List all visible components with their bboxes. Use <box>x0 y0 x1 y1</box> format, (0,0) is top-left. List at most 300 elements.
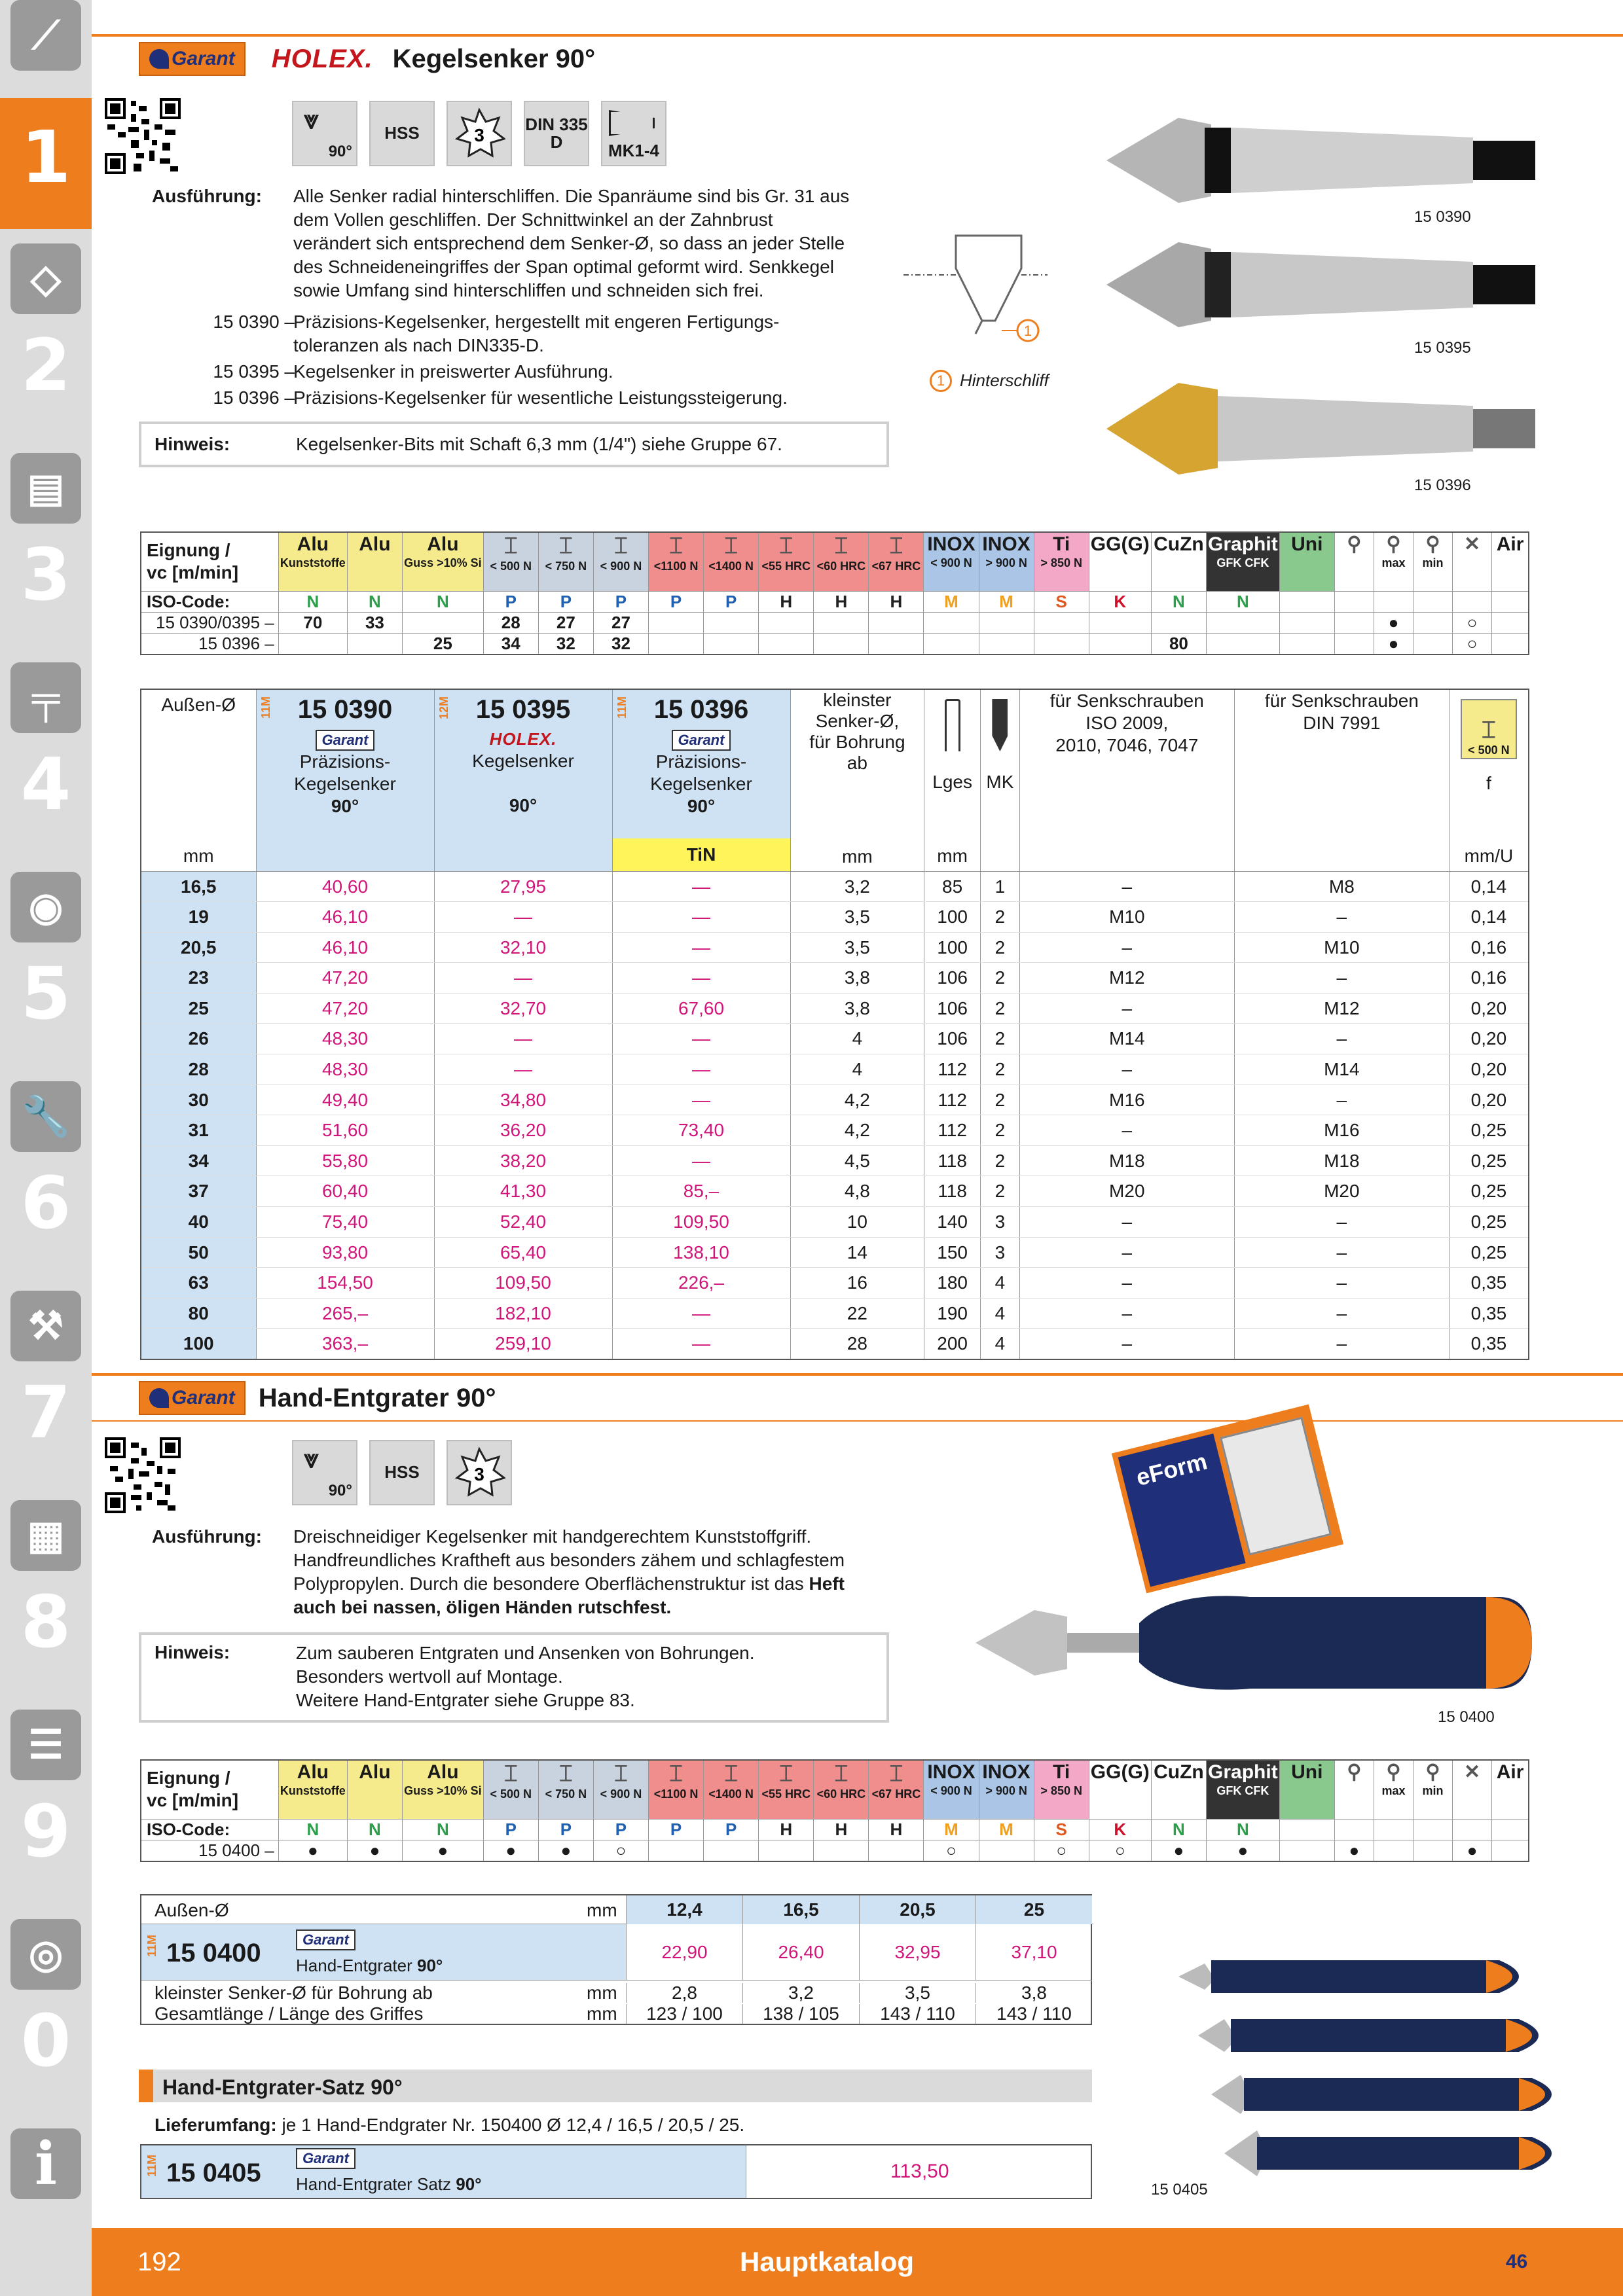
iso-code: N <box>1206 1819 1279 1840</box>
diameter-cell: 30 <box>141 1085 256 1115</box>
value-cell: 200 <box>924 1329 981 1359</box>
value-cell: 2 <box>981 932 1020 963</box>
price-cell[interactable]: — <box>612 932 790 963</box>
value-cell: 106 <box>924 963 981 994</box>
coolant-icon: ✕ <box>1464 533 1481 555</box>
product-image-150396 <box>1106 380 1539 478</box>
din-icon: DIN 335 D <box>524 101 589 166</box>
suitability-cell <box>1279 1840 1334 1861</box>
suitability-cell: ● <box>347 1840 402 1861</box>
chapter-number: 0 <box>20 1999 71 2083</box>
price-cell[interactable]: 93,80 <box>256 1237 434 1268</box>
product-image-150395 <box>1106 236 1539 334</box>
garant-logo: Garant <box>316 730 375 751</box>
material-col: CuZn <box>1151 532 1206 591</box>
value-cell: 0,25 <box>1449 1145 1529 1176</box>
saw-icon: ◉ <box>10 872 81 942</box>
chapter-number: 8 <box>20 1580 71 1664</box>
suitability-cell: 32 <box>538 633 593 655</box>
price-cell[interactable]: — <box>612 871 790 902</box>
price-cell[interactable]: 26,40 <box>742 1924 859 1980</box>
material-col: INOX < 900 N <box>924 1760 979 1819</box>
price-cell[interactable]: 67,60 <box>612 993 790 1024</box>
material-col: Graphit GFK CFK <box>1206 532 1279 591</box>
col-feed: ⌶ < 500 N f mm/U <box>1449 689 1529 871</box>
property-icons <box>292 101 672 169</box>
steel-beam-icon: ⌶ <box>614 1761 628 1786</box>
suitability-cell <box>1151 612 1206 633</box>
value-cell: 180 <box>924 1268 981 1299</box>
suitability-cell: ● <box>1453 1840 1492 1861</box>
description-line: Dreischneidiger Kegelsenker mit handgerechtem Kunststoffgriff. <box>293 1526 812 1547</box>
suitability-row <box>141 1840 1529 1861</box>
three-flute-icon <box>447 101 512 166</box>
material-col: Air <box>1492 1760 1529 1819</box>
image-caption: 15 0396 <box>1414 476 1471 494</box>
price-cell[interactable]: 138,10 <box>612 1237 790 1268</box>
caliper-icon: ╤ <box>10 662 81 733</box>
image-caption: 15 0400 <box>1438 1708 1495 1726</box>
value-cell: 22 <box>790 1298 924 1329</box>
material-col: ⌶ <55 HRC <box>759 1760 814 1819</box>
iso-code: M <box>924 1819 979 1840</box>
value-cell: – <box>1234 1024 1449 1054</box>
table-row <box>141 1115 1529 1146</box>
chapter-sidebar <box>0 0 92 2296</box>
price-cell[interactable]: 265,– <box>256 1298 434 1329</box>
price-cell[interactable]: 32,10 <box>434 932 612 963</box>
qr-code[interactable] <box>105 98 181 174</box>
price-cell[interactable]: 60,40 <box>256 1176 434 1207</box>
size-header: 25 <box>976 1895 1092 1924</box>
holex-logo: HOLEX. <box>489 729 557 749</box>
description-line: Alle Senker radial hinterschliffen. Die Spanräume sind bis Gr. 31 aus <box>293 186 850 206</box>
col-screw-din: für Senkschrauben DIN 7991 <box>1234 689 1449 871</box>
price-cell[interactable]: — <box>434 902 612 933</box>
material-col: ⚲ min <box>1413 532 1452 591</box>
value-cell: – <box>1234 1329 1449 1359</box>
price-cell[interactable]: 22,90 <box>626 1924 742 1980</box>
iso-code <box>1374 591 1413 612</box>
price-cell[interactable]: 109,50 <box>434 1268 612 1299</box>
material-col: ⌶ <1400 N <box>704 532 759 591</box>
iso-code <box>1413 1819 1452 1840</box>
price-cell[interactable]: — <box>612 1085 790 1115</box>
steel-beam-icon: ⌶ <box>614 533 628 558</box>
material-col: ⌶ <60 HRC <box>814 532 869 591</box>
suitability-cell: ○ <box>1089 1840 1151 1861</box>
material-col: ⌶ <67 HRC <box>869 1760 924 1819</box>
value-cell: – <box>1019 1115 1234 1146</box>
value-cell: 4 <box>981 1298 1020 1329</box>
suitability-cell <box>924 612 979 633</box>
suitability-cell <box>649 1840 704 1861</box>
iso-code <box>1374 1819 1413 1840</box>
value-cell: 1 <box>981 871 1020 902</box>
chapter-tab-4[interactable] <box>0 648 92 857</box>
value-cell: 190 <box>924 1298 981 1329</box>
price-cell[interactable]: 36,20 <box>434 1115 612 1146</box>
value-cell: 2 <box>981 1085 1020 1115</box>
value-cell: 0,20 <box>1449 993 1529 1024</box>
price-cell[interactable]: 75,40 <box>256 1207 434 1238</box>
image-caption: 15 0395 <box>1414 339 1471 357</box>
product-image-150390 <box>1106 111 1539 209</box>
eform-badge[interactable] <box>1112 1405 1343 1593</box>
diameter-cell: 20,5 <box>141 932 256 963</box>
value-cell: 112 <box>924 1085 981 1115</box>
chapter-tab-drill[interactable] <box>0 0 92 98</box>
price-cell[interactable]: — <box>612 1024 790 1054</box>
value-cell: 16 <box>790 1268 924 1299</box>
iso-code: N <box>1151 591 1206 612</box>
wrench-icon: 🔧 <box>10 1081 81 1152</box>
iso-code: P <box>538 591 593 612</box>
steel-beam-icon: ⌶ <box>504 533 518 558</box>
row-label: 15 0396 – <box>141 633 278 655</box>
chuck-icon: ▤ <box>10 453 81 524</box>
note-box <box>139 422 889 467</box>
iso-code: M <box>979 1819 1034 1840</box>
material-col <box>1334 532 1374 591</box>
qr-code[interactable] <box>105 1437 181 1513</box>
price-cell[interactable]: 47,20 <box>256 993 434 1024</box>
table-row <box>141 1145 1529 1176</box>
price-cell[interactable]: 32,70 <box>434 993 612 1024</box>
steel-beam-icon: ⌶ <box>669 533 683 558</box>
suitability-cell <box>979 1840 1034 1861</box>
chapter-tab-2[interactable] <box>0 229 92 439</box>
chapter-tab-info[interactable] <box>0 2114 92 2225</box>
value-cell: 0,25 <box>1449 1176 1529 1207</box>
material-col: Ti > 850 N <box>1034 532 1089 591</box>
iso-code <box>1334 1819 1374 1840</box>
material-col: ⌶ < 500 N <box>483 1760 538 1819</box>
value-cell: 2 <box>981 1054 1020 1085</box>
iso-code <box>1492 1819 1529 1840</box>
price-cell[interactable]: 226,– <box>612 1268 790 1299</box>
value-cell: – <box>1234 1085 1449 1115</box>
diameter-cell: 37 <box>141 1176 256 1207</box>
coolant-icon: ⚲ <box>1347 1761 1362 1783</box>
row-label: 15 0390/0395 – <box>141 612 278 633</box>
value-cell: 3,2 <box>742 1983 859 2003</box>
suitability-cell <box>1206 612 1279 633</box>
col-outer-diameter: Außen-Ø mm <box>141 689 256 871</box>
price-cell[interactable]: 73,40 <box>612 1115 790 1146</box>
table-row <box>141 871 1529 902</box>
value-cell: – <box>1234 1237 1449 1268</box>
coolant-icon: ⚲ <box>1425 1761 1440 1783</box>
product-image-150400 <box>976 1584 1545 1702</box>
table-row <box>141 963 1529 994</box>
diameter-cell: 25 <box>141 993 256 1024</box>
steel-feed-icon: ⌶ < 500 N <box>1461 699 1517 759</box>
catalog-page-ref: 46 <box>1506 2251 1528 2272</box>
steel-beam-icon: ⌶ <box>724 533 738 558</box>
chapter-tab-5[interactable] <box>0 857 92 1067</box>
value-cell: 0,20 <box>1449 1085 1529 1115</box>
price-cell[interactable]: 37,10 <box>976 1924 1092 1980</box>
section-divider <box>92 1373 1623 1376</box>
iso-code: N <box>1151 1819 1206 1840</box>
chapter-tab-9[interactable] <box>0 1695 92 1905</box>
suitability-cell <box>1279 612 1334 633</box>
price-cell[interactable]: 49,40 <box>256 1085 434 1115</box>
price-cell[interactable]: 154,50 <box>256 1268 434 1299</box>
chapter-tab-7[interactable] <box>0 1276 92 1486</box>
value-cell: 100 <box>924 932 981 963</box>
iso-code: N <box>347 1819 402 1840</box>
value-cell: – <box>1019 1207 1234 1238</box>
hss-icon: HSS <box>369 101 435 166</box>
value-cell: 3,5 <box>859 1983 976 2003</box>
price-cell[interactable]: 48,30 <box>256 1054 434 1085</box>
price-cell[interactable]: — <box>434 1054 612 1085</box>
note-text: Weitere Hand-Entgrater siehe Gruppe 83. <box>296 1690 635 1710</box>
price-cell[interactable]: — <box>612 963 790 994</box>
suitability-cell <box>814 1840 869 1861</box>
value-cell: – <box>1234 902 1449 933</box>
price-cell[interactable]: 65,40 <box>434 1237 612 1268</box>
suitability-cell <box>814 633 869 655</box>
col-product-0[interactable]: 11M 15 0390 Garant Präzisions- Kegelsenker 90° <box>256 689 434 871</box>
price-cell[interactable]: 51,60 <box>256 1115 434 1146</box>
steel-beam-icon: ⌶ <box>559 1761 573 1786</box>
price-cell[interactable]: — <box>612 1054 790 1085</box>
value-cell: 3 <box>981 1237 1020 1268</box>
price-cell[interactable]: — <box>612 1329 790 1359</box>
material-col: ⚲ min <box>1413 1760 1452 1819</box>
insert-icon: ◇ <box>10 243 81 314</box>
value-cell: M12 <box>1234 993 1449 1024</box>
suitability-cell: ● <box>1334 1840 1374 1861</box>
price-cell[interactable]: 41,30 <box>434 1176 612 1207</box>
suitability-cell: ○ <box>1453 612 1492 633</box>
material-col: ⌶ <60 HRC <box>814 1760 869 1819</box>
suitability-cell <box>704 612 759 633</box>
value-cell: M16 <box>1234 1115 1449 1146</box>
iso-code: P <box>649 1819 704 1840</box>
pliers-icon: ⚒ <box>10 1291 81 1361</box>
steel-beam-icon: ⌶ <box>779 1761 793 1786</box>
price-cell[interactable]: — <box>434 963 612 994</box>
coolant-icon: ⚲ <box>1386 1761 1401 1783</box>
description-line: auch bei nassen, öligen Händen rutschfest. <box>293 1597 672 1617</box>
value-cell: M16 <box>1019 1085 1234 1115</box>
value-cell: 4,2 <box>790 1115 924 1146</box>
diameter-cell: 28 <box>141 1054 256 1085</box>
value-cell: 2 <box>981 1176 1020 1207</box>
table-row <box>141 1298 1529 1329</box>
value-cell: 0,16 <box>1449 963 1529 994</box>
price-cell[interactable]: — <box>612 1145 790 1176</box>
section-header <box>139 1381 496 1415</box>
value-cell: 143 / 110 <box>859 2004 976 2024</box>
angle-icon: ⩔ 90° <box>292 1440 357 1505</box>
garant-logo: Garant <box>672 730 731 751</box>
value-cell: – <box>1019 1237 1234 1268</box>
price-cell[interactable]: 47,20 <box>256 963 434 994</box>
value-cell: 4,8 <box>790 1176 924 1207</box>
price-cell[interactable]: 40,60 <box>256 871 434 902</box>
coating-badge: TiN <box>613 838 790 871</box>
material-col: INOX > 900 N <box>979 1760 1034 1819</box>
col-label: Außen-Ø <box>155 1900 229 1920</box>
material-col <box>1453 532 1492 591</box>
value-cell: 150 <box>924 1237 981 1268</box>
price-cell[interactable]: 46,10 <box>256 902 434 933</box>
hand-deburrer-price-table: Außen-Ø mm 12,4 16,5 20,5 25 11M 15 0400 Garant Hand-Entgrater 90° 22,90 26,40 32,95 37,10 kleinster Senker-Ø für Bohrung ab mm 2,8 3,2 3,5 3,8 Gesamtlänge / Länge des Griffes mm 123 / 100 138 / 105 143 / 110 143 / 110 <box>140 1894 1092 2025</box>
table-row <box>141 1207 1529 1238</box>
table-row <box>141 1054 1529 1085</box>
price-cell[interactable]: 52,40 <box>434 1207 612 1238</box>
morse-taper-icon: MK1-4 <box>601 101 666 166</box>
price-cell[interactable]: 27,95 <box>434 871 612 902</box>
iso-code: H <box>759 591 814 612</box>
suitability-cell <box>1413 1840 1452 1861</box>
price-cell[interactable]: 46,10 <box>256 932 434 963</box>
chapter-tab-1[interactable] <box>0 98 92 229</box>
iso-code: P <box>704 591 759 612</box>
variant-text: Präzisions-Kegelsenker, hergestellt mit engeren Fertigungs- <box>293 312 780 332</box>
chapter-tab-0[interactable] <box>0 1905 92 2114</box>
suitability-cell: 34 <box>483 633 538 655</box>
set-title: Hand-Entgrater-Satz 90° <box>162 2075 403 2099</box>
length-icon <box>945 699 960 751</box>
chapter-tab-8[interactable] <box>0 1486 92 1695</box>
svg-text:1: 1 <box>1023 323 1032 339</box>
material-col: Alu <box>347 1760 402 1819</box>
value-cell: – <box>1019 1329 1234 1359</box>
price-cell[interactable]: — <box>612 902 790 933</box>
col-min-diameter: kleinster Senker-Ø, für Bohrung ab mm <box>790 689 924 871</box>
steel-beam-icon: ⌶ <box>834 533 848 558</box>
value-cell: M14 <box>1234 1054 1449 1085</box>
chapter-number: 1 <box>20 115 71 199</box>
material-col: CuZn <box>1151 1760 1206 1819</box>
value-cell: M18 <box>1234 1145 1449 1176</box>
value-cell: 2 <box>981 902 1020 933</box>
suitability-cell: 80 <box>1151 633 1206 655</box>
description-line: Polypropylen. Durch die besondere Oberflächenstruktur ist das Heft <box>293 1573 845 1594</box>
price-cell[interactable]: 182,10 <box>434 1298 612 1329</box>
price-cell[interactable]: 259,10 <box>434 1329 612 1359</box>
chapter-tab-3[interactable] <box>0 439 92 648</box>
iso-code: P <box>593 591 648 612</box>
product-number[interactable]: 15 0400 <box>166 1939 261 1967</box>
iso-code: H <box>814 1819 869 1840</box>
variant-list <box>152 310 892 410</box>
price-cell[interactable]: 363,– <box>256 1329 434 1359</box>
iso-code <box>1453 591 1492 612</box>
section-divider <box>92 1420 1623 1422</box>
price-cell[interactable]: 38,20 <box>434 1145 612 1176</box>
unit-label: mm <box>587 2003 617 2024</box>
set-price: 113,50 <box>890 2161 949 2182</box>
suitability-row <box>141 612 1529 633</box>
diameter-cell: 63 <box>141 1268 256 1299</box>
col-product-2[interactable]: 11M 15 0396 Garant Präzisions- Kegelsenker 90° TiN <box>612 689 790 871</box>
eform-label: eForm <box>1118 1433 1246 1587</box>
variant-nr: 15 0395 – <box>213 361 295 382</box>
suitability-cell <box>1034 612 1089 633</box>
iso-code: N <box>402 591 483 612</box>
suitability-row <box>141 633 1529 655</box>
eignung-label: Eignung / vc [m/min] <box>141 1760 278 1819</box>
suitability-cell <box>1334 633 1374 655</box>
product-desc: Hand-Entgrater Satz 90° <box>296 2174 482 2194</box>
product-number[interactable]: 15 0405 <box>166 2159 261 2187</box>
iso-code: K <box>1089 1819 1151 1840</box>
material-col: ⚲ max <box>1374 532 1413 591</box>
chapter-number: 9 <box>20 1789 71 1873</box>
iso-code: N <box>402 1819 483 1840</box>
hss-icon: HSS <box>369 1440 435 1505</box>
value-cell: – <box>1234 1268 1449 1299</box>
page-footer <box>92 2228 1623 2296</box>
suitability-cell: ● <box>1374 612 1413 633</box>
coolant-icon: ✕ <box>1464 1761 1481 1783</box>
value-cell: 0,35 <box>1449 1298 1529 1329</box>
label-hinweis: Hinweis: <box>155 434 230 454</box>
value-cell: M12 <box>1019 963 1234 994</box>
value-cell: 0,14 <box>1449 902 1529 933</box>
price-cell[interactable]: — <box>612 1298 790 1329</box>
diameter-cell: 34 <box>141 1145 256 1176</box>
callout-label: Hinterschliff <box>960 370 1049 391</box>
price-cell[interactable]: 85,– <box>612 1176 790 1207</box>
col-screw-iso: für Senkschrauben ISO 2009, 2010, 7046, 7047 <box>1019 689 1234 871</box>
chapter-tab-6[interactable] <box>0 1067 92 1276</box>
value-cell: – <box>1019 1054 1234 1085</box>
suitability-cell <box>979 633 1034 655</box>
value-cell: M10 <box>1234 932 1449 963</box>
eignung-label: Eignung / vc [m/min] <box>141 532 278 591</box>
chapter-number: 6 <box>20 1161 71 1245</box>
value-cell: 2 <box>981 1115 1020 1146</box>
iso-code: P <box>649 591 704 612</box>
steel-beam-icon: ⌶ <box>834 1761 848 1786</box>
value-cell: 2 <box>981 1024 1020 1054</box>
price-cell[interactable]: 55,80 <box>256 1145 434 1176</box>
iso-code: H <box>759 1819 814 1840</box>
value-cell: 0,20 <box>1449 1024 1529 1054</box>
suitability-cell <box>759 1840 814 1861</box>
suitability-cell <box>759 633 814 655</box>
iso-code: S <box>1034 591 1089 612</box>
table-row <box>141 902 1529 933</box>
variant-nr: 15 0396 – <box>213 387 295 408</box>
suitability-cell <box>1279 633 1334 655</box>
diameter-cell: 31 <box>141 1115 256 1146</box>
price-cell[interactable]: 34,80 <box>434 1085 612 1115</box>
price-cell[interactable]: 109,50 <box>612 1207 790 1238</box>
product-image-150405 <box>1172 1944 1552 2186</box>
page-title: Kegelsenker 90° <box>392 45 596 73</box>
price-cell[interactable]: 32,95 <box>859 1924 976 1980</box>
suitability-cell <box>347 633 402 655</box>
description-block <box>152 1525 938 1619</box>
price-cell[interactable]: — <box>434 1024 612 1054</box>
price-cell[interactable]: 48,30 <box>256 1024 434 1054</box>
value-cell: M8 <box>1234 871 1449 902</box>
col-product-1[interactable]: 12M 15 0395 HOLEX. Kegelsenker 90° <box>434 689 612 871</box>
suitability-cell <box>1334 612 1374 633</box>
page-number: 192 <box>137 2248 181 2276</box>
iso-code <box>1279 1819 1334 1840</box>
iso-code: K <box>1089 591 1151 612</box>
